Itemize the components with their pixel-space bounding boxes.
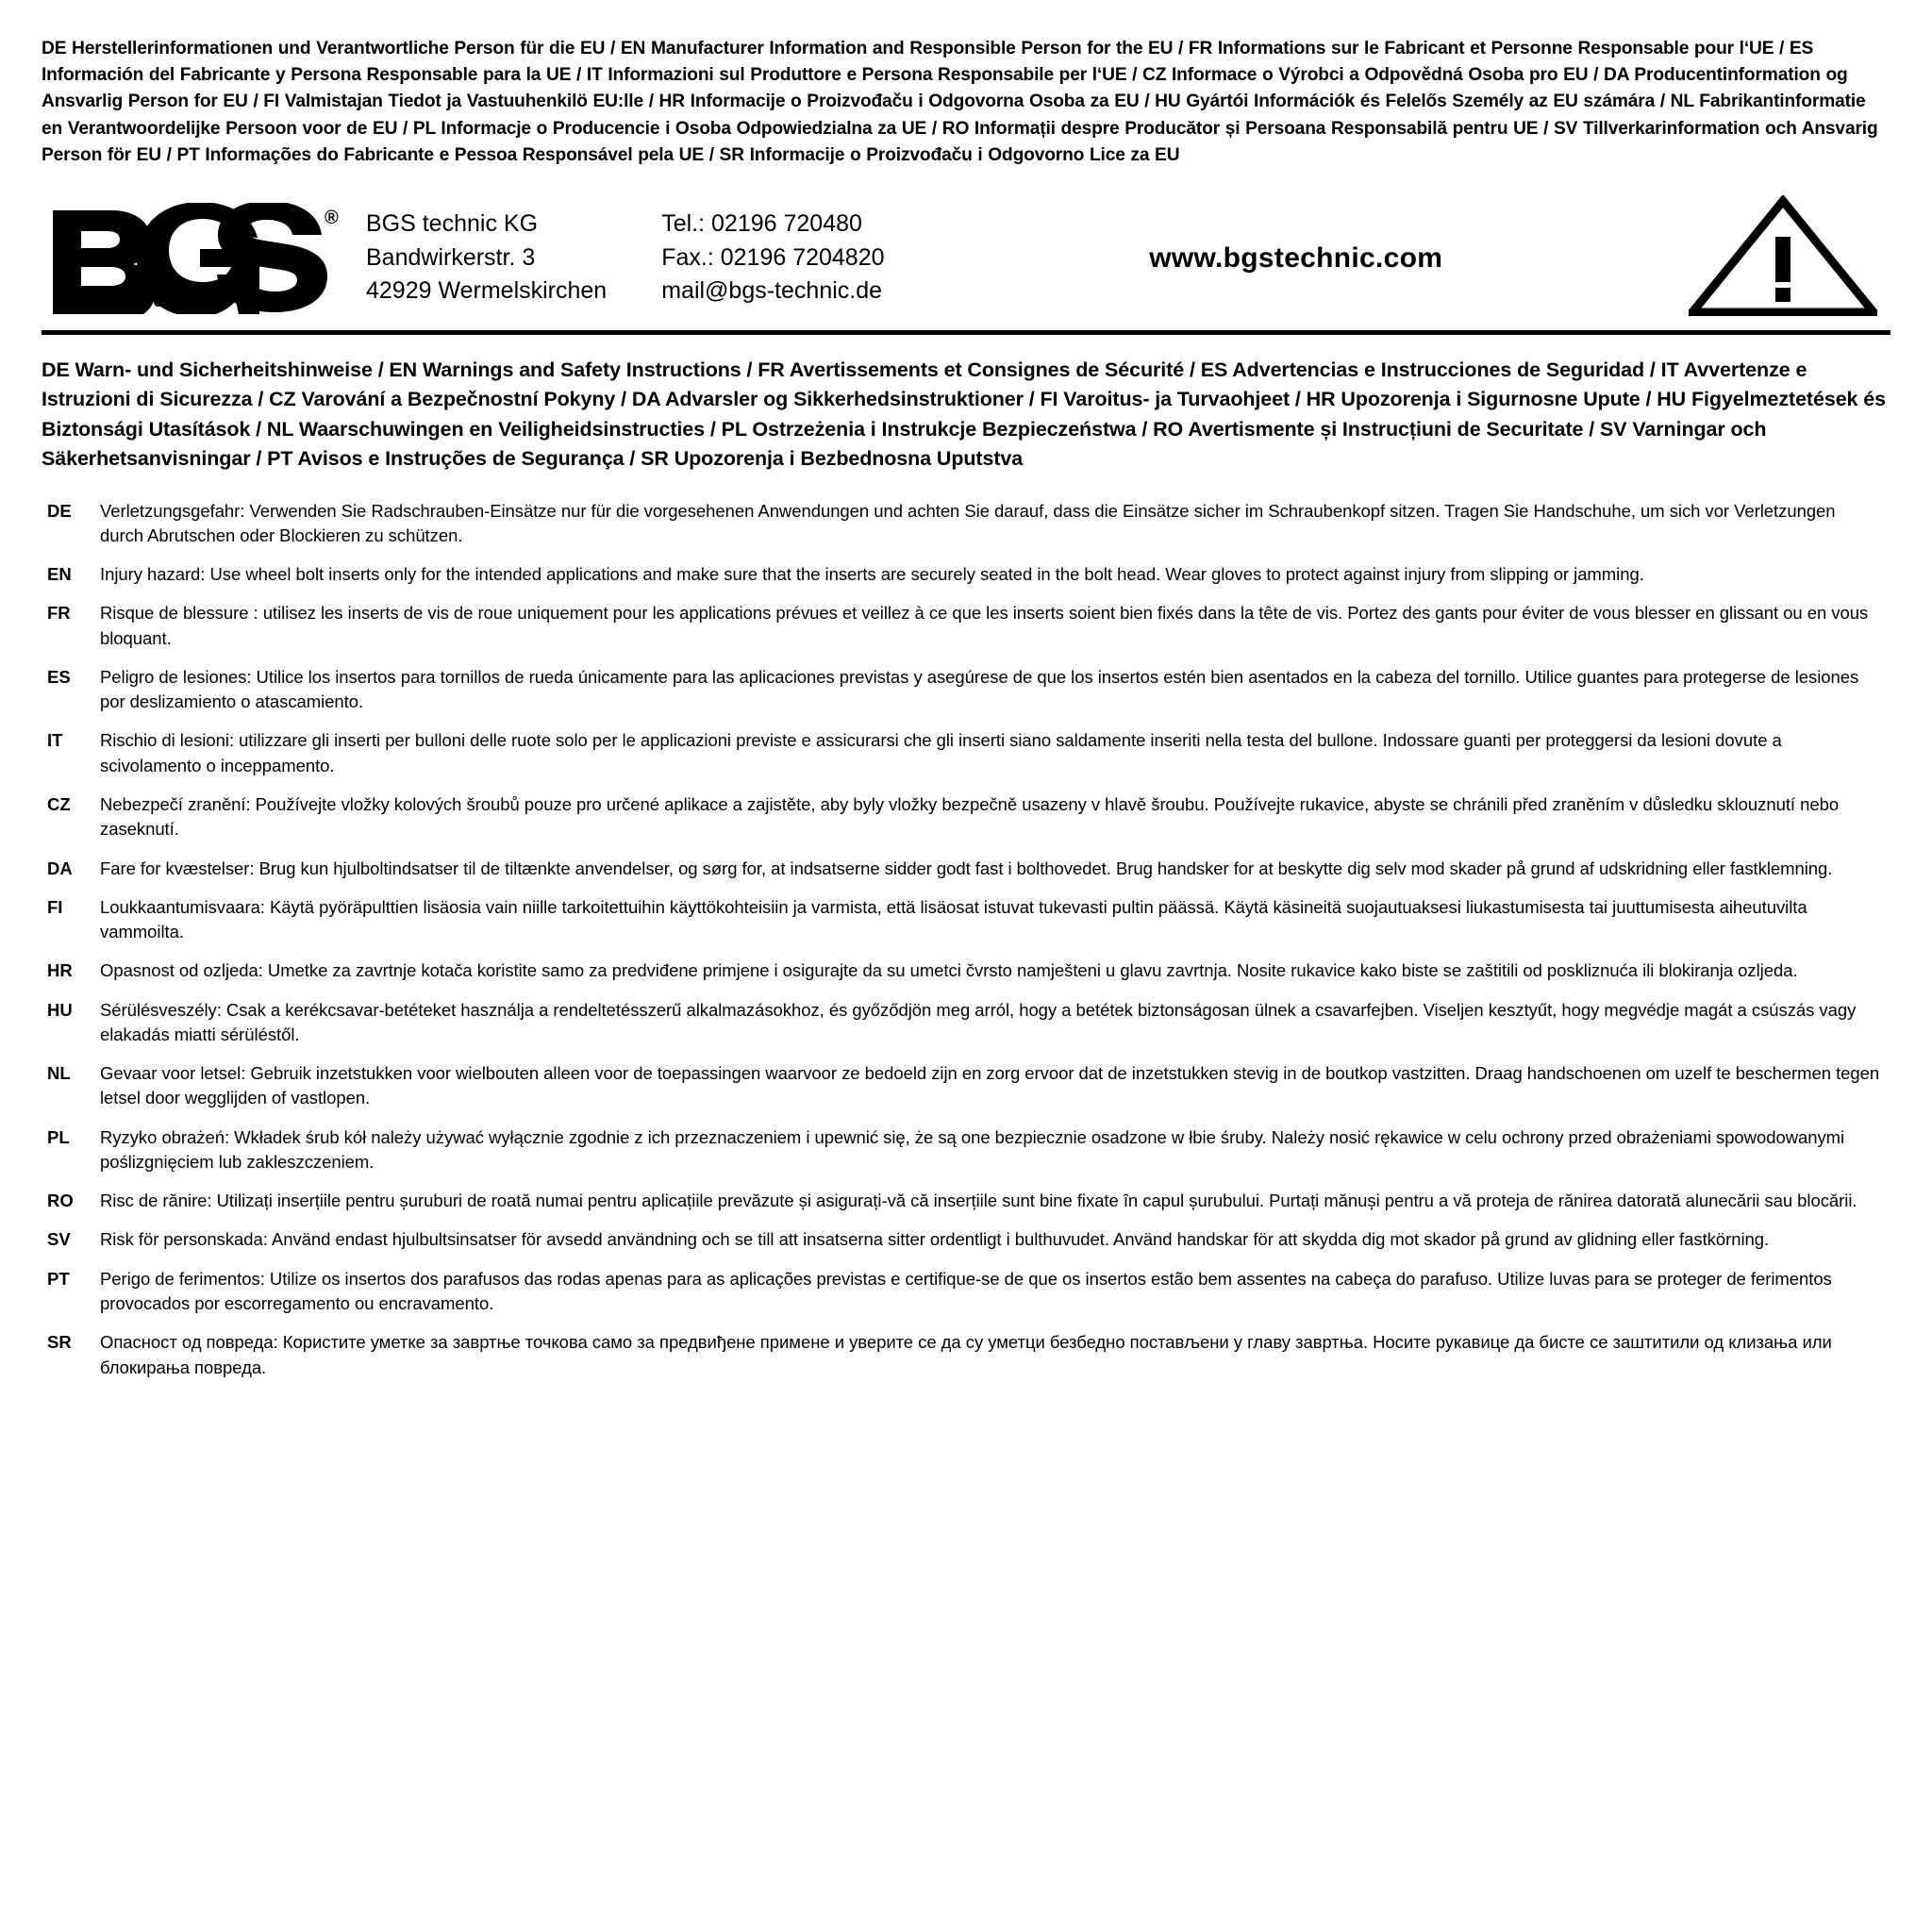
- warning-text: Rischio di lesioni: utilizzare gli inserti per bulloni delle ruote solo per le applicazioni previste e assicurarsi che gli inserti siano saldamente inseriti nella testa del bullone. Indossare guanti per proteggersi da lesioni dovute a scivolamento o inceppamento.: [100, 730, 1782, 775]
- warning-row: [42, 792, 1890, 842]
- warning-text: Ryzyko obrażeń: Wkładek śrub kół należy używać wyłącznie zgodnie z ich przeznaczeniem i upewnić się, że są one bezpiecznie osadzone w łbie śruby. Należy nosić rękawice w celu ochrony przed obrażeniami spowodowanymi poślizgnięciem lub zakleszczeniem.: [100, 1126, 1845, 1172]
- language-code: PL: [47, 1126, 70, 1147]
- company-fax: Fax.: 02196 7204820: [661, 243, 885, 271]
- company-street: Bandwirkerstr. 3: [366, 243, 536, 271]
- warning-text: Gevaar voor letsel: Gebruik inzetstukken voor wielbouten alleen voor de toepassingen waarvoor ze bedoeld zijn en zorg ervoor dat de inzetstukken stevig in de boutkop vastzitten. Draag handschoenen om uzelf te beschermen tegen letsel door wegglijden of vastlopen.: [100, 1063, 1880, 1108]
- manufacturer-info-heading: DE Herstellerinformationen und Verantwortliche Person für die EU / EN Manufacturer Information and Responsible Person for the EU / FR Informations sur le Fabricant et Personne Responsable pour l‘UE / ES Información del Fabricante y Persona Responsable para la UE / IT Informazioni sul Produttore e Persona Responsabile per l‘UE / CZ Informace o Výrobci a Odpovědná Osoba pro EU / DA Producentinformation og Ansvarlig Person for EU / FI Valmistajan Tiedot ja Vastuuhenkilö EU:lle / HR Informacije o Proizvođaču i Odgovorna Osoba za EU / HU Gyártói Információk és Felelős Személy az EU számára / NL Fabrikantinformatie en Verantwoordelijke Persoon voor de EU / PL Informacje o Producencie i Osoba Odpowiedzialna za UE / RO Informații despre Producător și Persoana Responsabilă pentru UE / SV Tillverkarinformation och Ansvarig Person för EU / PT Informações do Fabricante e Pessoa Responsável pela UE / SR Informacije o Proizvođaču i Odgovorno Lice za EU: [42, 39, 1878, 165]
- warning-row: [42, 998, 1890, 1048]
- language-code: ES: [47, 666, 71, 687]
- language-code: FR: [47, 603, 71, 624]
- language-code: HU: [47, 999, 73, 1020]
- warning-text: Opasnost od ozljeda: Umetke za zavrtnje kotača koristite samo za predviđene primjene i osigurajte da su umetci čvrsto namješteni u glavu zavrtnja. Nosite rukavice kako biste se zaštitili od poskliznuća ili blokiranja ozljeda.: [100, 960, 1798, 981]
- warning-row: [42, 1330, 1890, 1380]
- language-code: HR: [47, 960, 73, 981]
- company-contact-band: [42, 193, 1890, 335]
- language-code: FI: [47, 896, 63, 917]
- company-contact: [607, 208, 884, 308]
- warning-text: Verletzungsgefahr: Verwenden Sie Radschrauben-Einsätze nur für die vorgesehenen Anwendungen und achten Sie darauf, dass die Einsätze sicher im Schraubenkopf sitzen. Tragen Sie Handschuhe, um sich vor Verletzungen durch Abrutschen oder Blockieren zu schützen.: [100, 500, 1836, 545]
- svg-text:®: ®: [325, 207, 339, 228]
- company-website[interactable]: www.bgstechnic.com: [1149, 242, 1443, 274]
- warning-row: [42, 1227, 1890, 1252]
- warning-text: Injury hazard: Use wheel bolt inserts only for the intended applications and make sure that the inserts are securely seated in the bolt head. Wear gloves to protect against injury from slipping or jamming.: [100, 564, 1644, 585]
- svg-text:t e c h n i c: t e c h n i c: [136, 290, 271, 311]
- warning-text: Fare for kvæstelser: Brug kun hjulboltindsatser til de tiltænkte anvendelser, og sørg for, at indsatserne sidder godt fast i bolthovedet. Brug handsker for at beskytte dig selv mod skader på grund af udskridning eller fastklemning.: [100, 858, 1833, 878]
- warning-row: [42, 562, 1890, 587]
- language-code: NL: [47, 1063, 71, 1084]
- language-code: CZ: [47, 793, 71, 814]
- bgs-logo: [42, 203, 357, 314]
- company-address: [357, 208, 607, 308]
- safety-instructions-title: DE Warn- und Sicherheitshinweise / EN Warnings and Safety Instructions / FR Avertissements et Consignes de Sécurité / ES Advertencias e Instrucciones de Seguridad / IT Avvertenze e Istruzioni di Sicurezza / CZ Varování a Bezpečnostní Pokyny / DA Advarsler og Sikkerhedsinstruktioner / FI Varoitus- ja Turvaohjeet / HR Upozorenja i Sigurnosne Upute / HU Figyelmeztetések és Biztonsági Utasítások / NL Waarschuwingen en Veiligheidsinstructies / PL Ostrzeżenia i Instrukcje Bezpieczeństwa / RO Avertismente și Instrucțiuni de Securitate / SV Varningar och Säkerhetsanvisningar / PT Avisos e Instruções de Segurança / SR Upozorenja i Bezbednosna Uputstva: [42, 358, 1887, 471]
- warning-text: Loukkaantumisvaara: Käytä pyöräpulttien lisäosia vain niille tarkoitettuihin käyttökohteisiin ja varmista, että lisäosat istuvat tukevasti pultin päässä. Käytä käsineitä suojautuaksesi liukastumisesta tai juuttumisesta aiheutuvilta vammoilta.: [100, 896, 1807, 942]
- warning-text: Sérülésveszély: Csak a kerékcsavar-betéteket használja a rendeltetésszerű alkalmazásokhoz, és győződjön meg arról, hogy a betétek biztonságosan ülnek a csavarfejben. Viseljen kesztyűt, hogy megvédje magát a csúszás vagy elakadás miatti sérüléstől.: [100, 999, 1857, 1044]
- warning-row: [42, 857, 1890, 881]
- warning-row: [42, 958, 1890, 983]
- language-code: SV: [47, 1229, 71, 1250]
- warning-row: [42, 499, 1890, 549]
- company-name: BGS technic KG: [366, 210, 539, 238]
- company-city: 42929 Wermelskirchen: [366, 277, 608, 305]
- company-tel: Tel.: 02196 720480: [661, 210, 862, 238]
- warning-text: Perigo de ferimentos: Utilize os insertos dos parafusos das rodas apenas para as aplicações previstas e certifique-se de que os insertos estão bem assentes na cabeça do parafuso. Utilize luvas para se proteger de ferimentos provocados por escorregamento ou encravamento.: [100, 1268, 1832, 1313]
- language-code: SR: [47, 1332, 72, 1353]
- warning-text: Peligro de lesiones: Utilice los insertos para tornillos de rueda únicamente para las aplicaciones previstas y asegúrese de que los insertos estén bien asentados en la cabeza del tornillo. Utilice guantes para protegerse de lesiones por deslizamiento o atascamiento.: [100, 666, 1859, 712]
- language-code: DA: [47, 858, 73, 878]
- language-code: PT: [47, 1268, 70, 1289]
- warning-row: [42, 601, 1890, 651]
- warning-text: Risc de rănire: Utilizați inserțiile pentru șuruburi de roată numai pentru aplicațiile prevăzute și asigurați-vă că inserțiile sunt bine fixate în capul șurubului. Purtați mănuși pentru a vă proteja de rănirea datorată alunecării sau blocării.: [100, 1191, 1857, 1211]
- warning-row: [42, 728, 1890, 778]
- warning-text: Risque de blessure : utilisez les inserts de vis de roue uniquement pour les applications prévues et veillez à ce que les inserts soient bien fixés dans la tête de vis. Portez des gants pour éviter de vous blesser en glissant ou en vous bloquant.: [100, 603, 1869, 648]
- language-code: RO: [47, 1191, 74, 1211]
- warning-triangle-icon: [1689, 195, 1890, 321]
- company-mail[interactable]: mail@bgs-technic.de: [661, 277, 883, 305]
- language-code: DE: [47, 500, 72, 521]
- language-code: IT: [47, 730, 63, 751]
- warning-text: Risk för personskada: Använd endast hjulbultsinsatser för avsedd användning och se till att insatserna sitter ordentligt i bulthuvudet. Använd handskar för att skydda dig mot skador på grund av glidning eller fastkörning.: [100, 1229, 1770, 1250]
- warning-text: Опасност од повреда: Користите уметке за завртње точкова само за предвиђене примене и уверите се да су уметци безбедно постављени у главу завртња. Носите рукавице да бисте се заштитили од клизања или блокирања повреда.: [100, 1332, 1832, 1377]
- safety-warnings-list: [42, 499, 1890, 1380]
- warning-row: [42, 1125, 1890, 1175]
- language-code: EN: [47, 564, 72, 585]
- warning-row: [42, 1267, 1890, 1317]
- warning-row: [42, 665, 1890, 715]
- warning-row: [42, 1189, 1890, 1213]
- warning-row: [42, 895, 1890, 945]
- warning-row: [42, 1061, 1890, 1111]
- warning-text: Nebezpečí zranění: Používejte vložky kolových šroubů pouze pro určené aplikace a zajistěte, aby byly vložky bezpečně usazeny v hlavě šroubu. Používejte rukavice, abyste se chránili před zraněním v důsledku sklouznutí nebo zaseknutí.: [100, 793, 1840, 840]
